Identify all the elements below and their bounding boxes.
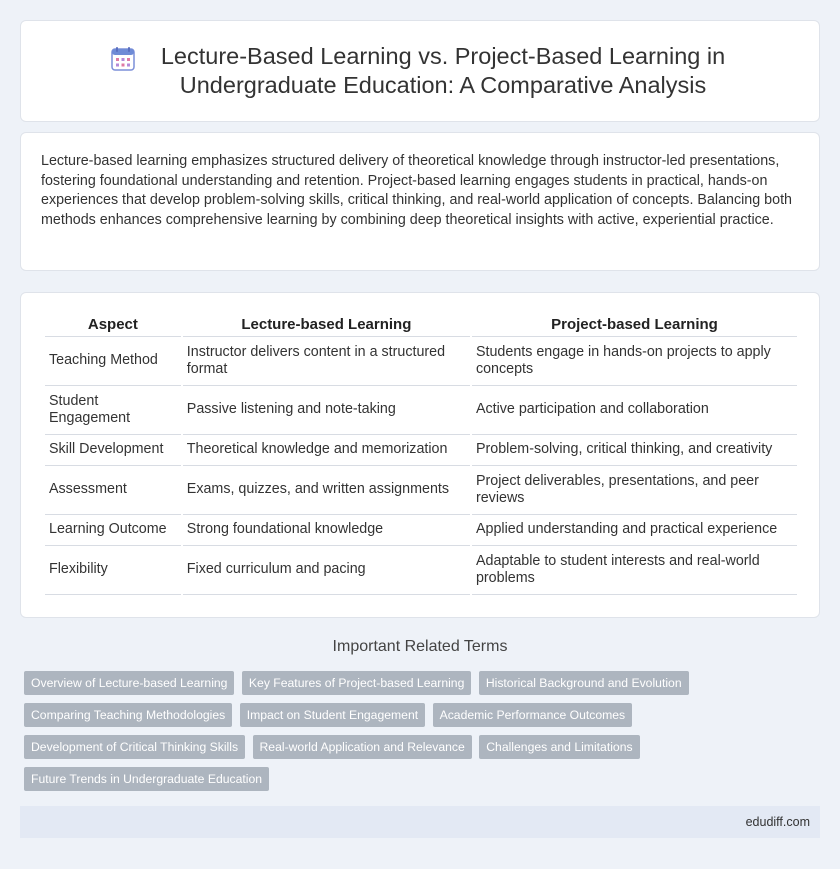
cell-aspect: Learning Outcome	[45, 515, 181, 546]
table-row	[45, 386, 797, 435]
related-term-chip[interactable]: Academic Performance Outcomes	[433, 703, 633, 727]
footer-site-link[interactable]: edudiff.com	[745, 815, 810, 829]
comparison-table-card	[20, 292, 820, 618]
related-term-chip[interactable]: Comparing Teaching Methodologies	[24, 703, 232, 727]
cell-lecture: Instructor delivers content in a structured format	[183, 337, 470, 386]
cell-aspect: Flexibility	[45, 546, 181, 595]
page-title: Lecture-Based Learning vs. Project-Based Learning in Undergraduate Education: A Comparative Analysis	[160, 43, 726, 98]
comparison-table	[43, 313, 799, 595]
intro-paragraph: Lecture-based learning emphasizes structured delivery of theoretical knowledge through instructor-led presentations, fostering foundational understanding and retention. Project-based learning engages students in practical, hands-on experiences that develop problem-solving skills, critical thinking, and real-world application of concepts. Balancing both methods enhances comprehensive learning by combining deep theoretical insights with active, experiential practice.	[41, 153, 792, 228]
related-term-chip[interactable]: Real-world Application and Relevance	[253, 735, 472, 759]
column-header-lecture: Lecture-based Learning	[183, 313, 470, 337]
cell-project: Applied understanding and practical experience	[472, 515, 797, 546]
table-row	[45, 546, 797, 595]
table-row	[45, 337, 797, 386]
cell-aspect: Assessment	[45, 466, 181, 515]
related-term-chip[interactable]: Future Trends in Undergraduate Education	[24, 767, 269, 791]
cell-project: Problem-solving, critical thinking, and creativity	[472, 435, 797, 466]
footer	[20, 806, 820, 838]
table-header-row	[45, 313, 797, 337]
table-row	[45, 435, 797, 466]
cell-project: Adaptable to student interests and real-world problems	[472, 546, 797, 595]
cell-project: Students engage in hands-on projects to apply concepts	[472, 337, 797, 386]
related-term-chip[interactable]: Overview of Lecture-based Learning	[24, 671, 234, 695]
table-row	[45, 466, 797, 515]
table-row	[45, 515, 797, 546]
cell-project: Project deliverables, presentations, and peer reviews	[472, 466, 797, 515]
related-term-chip[interactable]: Development of Critical Thinking Skills	[24, 735, 245, 759]
related-term-chip[interactable]: Challenges and Limitations	[479, 735, 639, 759]
related-term-chip[interactable]: Historical Background and Evolution	[479, 671, 689, 695]
column-header-aspect: Aspect	[45, 313, 181, 337]
related-terms-heading: Important Related Terms	[332, 638, 508, 655]
title-wrap	[110, 42, 730, 100]
cell-aspect: Student Engagement	[45, 386, 181, 435]
cell-aspect: Teaching Method	[45, 337, 181, 386]
related-terms-list	[24, 671, 784, 799]
cell-lecture: Theoretical knowledge and memorization	[183, 435, 470, 466]
cell-project: Active participation and collaboration	[472, 386, 797, 435]
title-card	[20, 20, 820, 122]
intro-card	[20, 132, 820, 271]
cell-lecture: Passive listening and note-taking	[183, 386, 470, 435]
cell-lecture: Exams, quizzes, and written assignments	[183, 466, 470, 515]
cell-lecture: Strong foundational knowledge	[183, 515, 470, 546]
cell-aspect: Skill Development	[45, 435, 181, 466]
cell-lecture: Fixed curriculum and pacing	[183, 546, 470, 595]
related-term-chip[interactable]: Key Features of Project-based Learning	[242, 671, 471, 695]
calendar-icon	[110, 46, 136, 72]
column-header-project: Project-based Learning	[472, 313, 797, 337]
related-term-chip[interactable]: Impact on Student Engagement	[240, 703, 425, 727]
